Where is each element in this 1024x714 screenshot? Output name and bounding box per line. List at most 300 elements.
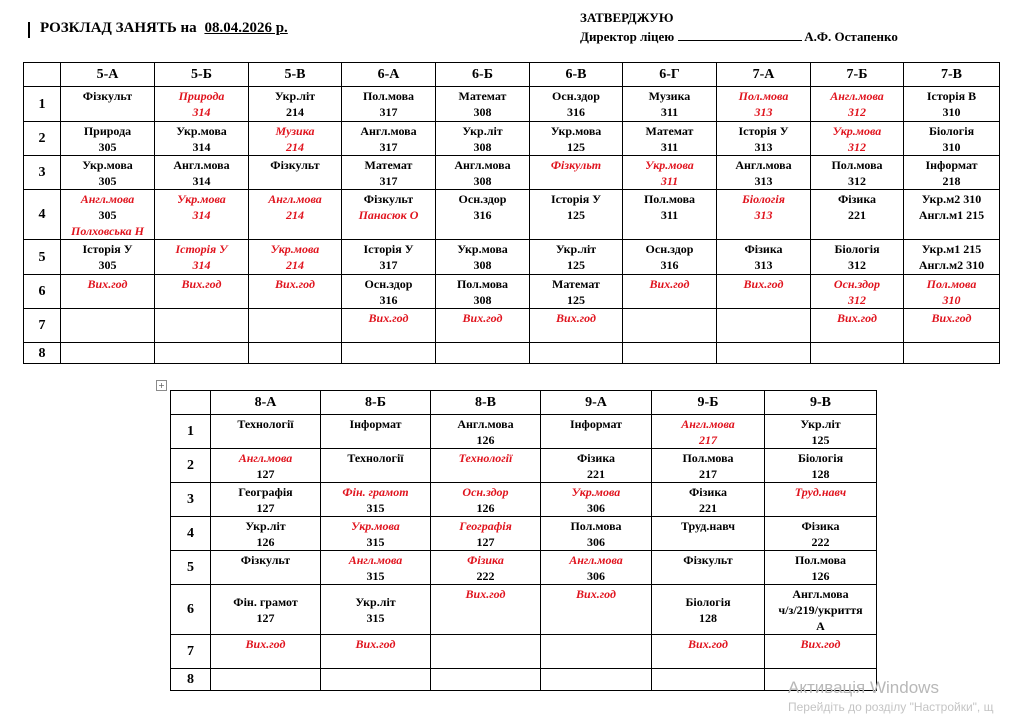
- subject-name: Англ.мова: [238, 451, 293, 465]
- lesson-cell[interactable]: [436, 275, 530, 309]
- lesson-cell[interactable]: [61, 122, 155, 156]
- director-name: А.Ф. Остапенко: [804, 29, 898, 44]
- lesson-cell[interactable]: [436, 343, 530, 364]
- lesson-number[interactable]: 1: [171, 415, 211, 449]
- lesson-cell[interactable]: [436, 122, 530, 156]
- corner-cell[interactable]: [171, 391, 211, 415]
- lesson-cell[interactable]: [652, 483, 765, 517]
- subject-name: Укр.мова: [351, 519, 400, 533]
- room-number: 313: [754, 174, 773, 188]
- lesson-cell[interactable]: [811, 275, 904, 309]
- lesson-cell[interactable]: [431, 415, 541, 449]
- lesson-number[interactable]: 1: [24, 87, 61, 122]
- lesson-cell[interactable]: [717, 190, 811, 240]
- lesson-cell[interactable]: [436, 240, 530, 275]
- lesson-cell[interactable]: [811, 122, 904, 156]
- subject-name: Пол.мова: [362, 89, 415, 103]
- subject-name: Біологія: [797, 451, 844, 465]
- lesson-cell[interactable]: [249, 156, 342, 190]
- subject-name: Осн.здор: [552, 89, 600, 103]
- lesson-cell[interactable]: [530, 122, 623, 156]
- subject-name: Пол.мова: [682, 451, 734, 465]
- subject-name: Англ.мова: [830, 89, 884, 103]
- subject-name: Історія У: [175, 242, 228, 256]
- subject-name: Укр.мова: [571, 485, 621, 499]
- room-number: 221: [699, 501, 717, 515]
- subject-name: Англ.мова: [360, 124, 417, 138]
- lesson-cell[interactable]: [61, 87, 155, 122]
- lesson-cell[interactable]: [541, 635, 652, 669]
- director-label: Директор ліцею: [580, 29, 675, 44]
- lesson-cell[interactable]: [811, 156, 904, 190]
- lesson-cell[interactable]: [717, 309, 811, 343]
- subject-name: Англ.мова: [735, 158, 792, 172]
- lesson-row: [171, 551, 877, 585]
- subject-name: Вих.год: [556, 311, 596, 325]
- room-number: 221: [848, 208, 866, 222]
- lesson-cell[interactable]: [904, 343, 1000, 364]
- lesson-cell[interactable]: [904, 122, 1000, 156]
- lesson-cell[interactable]: [811, 87, 904, 122]
- subject-name: Труд.навч: [794, 485, 847, 499]
- lesson-cell[interactable]: [249, 343, 342, 364]
- subject-name: Математ: [364, 158, 413, 172]
- lesson-cell[interactable]: [530, 343, 623, 364]
- lesson-cell[interactable]: [652, 669, 765, 691]
- room-number: 315: [366, 569, 385, 583]
- lesson-number[interactable]: 4: [24, 190, 61, 240]
- lesson-cell[interactable]: [436, 190, 530, 240]
- lesson-row: [24, 87, 1000, 122]
- room-number: 308: [473, 105, 492, 119]
- lesson-cell[interactable]: [904, 240, 1000, 275]
- lesson-cell[interactable]: [717, 122, 811, 156]
- lesson-row: [24, 309, 1000, 343]
- subject-name: Укр.мова: [82, 158, 133, 172]
- lesson-cell[interactable]: [765, 585, 877, 635]
- subject-name: Географія: [238, 485, 293, 499]
- lesson-cell[interactable]: [155, 190, 249, 240]
- class-header[interactable]: 5-В: [249, 63, 342, 87]
- subject-name: Вих.год: [931, 311, 972, 325]
- lesson-cell[interactable]: [811, 343, 904, 364]
- lesson-cell[interactable]: [530, 240, 623, 275]
- room-number: 310: [942, 293, 961, 307]
- lesson-cell[interactable]: [623, 190, 717, 240]
- lesson-cell[interactable]: [541, 585, 652, 635]
- room-number: 311: [660, 140, 679, 154]
- subject-name: Вих.год: [837, 311, 877, 325]
- lesson-cell[interactable]: [249, 240, 342, 275]
- subject-name: Вих.год: [576, 587, 616, 601]
- room-number: 311: [660, 208, 679, 222]
- room-number: 305: [98, 208, 117, 222]
- lesson-cell[interactable]: [61, 156, 155, 190]
- lesson-cell[interactable]: [652, 517, 765, 551]
- lesson-row: [171, 449, 877, 483]
- subject-name: Вих.год: [355, 637, 396, 651]
- subject-name: Укр.літ: [462, 124, 503, 138]
- class-header[interactable]: 6-Г: [623, 63, 717, 87]
- subject-name: Математ: [645, 124, 694, 138]
- lesson-number[interactable]: 4: [171, 517, 211, 551]
- lesson-cell[interactable]: [904, 275, 1000, 309]
- approve-title: ЗАТВЕРДЖУЮ: [580, 10, 674, 25]
- room-number: 313: [754, 140, 773, 154]
- subject-name: Англ.мова: [454, 158, 511, 172]
- subject-name: Математ: [458, 89, 507, 103]
- lesson-cell[interactable]: [342, 122, 436, 156]
- lesson-cell[interactable]: [436, 309, 530, 343]
- lesson-cell[interactable]: [717, 87, 811, 122]
- subject-name: Укр.літ: [355, 595, 396, 609]
- room-number: 125: [567, 140, 585, 154]
- subject-name: Природа: [178, 89, 225, 103]
- room-number: 314: [192, 258, 211, 272]
- lesson-cell[interactable]: [765, 551, 877, 585]
- subject-name: Інформат: [569, 417, 623, 431]
- room-number: 312: [848, 174, 866, 188]
- subject-name: Укр.мова: [176, 124, 227, 138]
- subject-name: Укр.мова: [457, 242, 508, 256]
- lesson-cell[interactable]: [717, 275, 811, 309]
- lesson-cell[interactable]: [904, 190, 1000, 240]
- lesson-cell[interactable]: [717, 240, 811, 275]
- lesson-cell[interactable]: [61, 275, 155, 309]
- text-cursor: [28, 22, 30, 38]
- subject-name: Англ.мова: [348, 553, 403, 567]
- subject-name: Укр.мова: [550, 124, 602, 138]
- room-number: 218: [942, 174, 961, 188]
- lesson-cell[interactable]: [342, 275, 436, 309]
- lesson-cell[interactable]: [249, 275, 342, 309]
- lesson-cell[interactable]: [904, 156, 1000, 190]
- room-number: 314: [192, 174, 211, 188]
- lesson-cell[interactable]: [155, 156, 249, 190]
- lesson-cell[interactable]: [765, 517, 877, 551]
- lesson-cell[interactable]: [61, 343, 155, 364]
- lesson-number[interactable]: 2: [24, 122, 61, 156]
- class-header[interactable]: 9-Б: [652, 391, 765, 415]
- lesson-number[interactable]: 5: [24, 240, 61, 275]
- lesson-cell[interactable]: [541, 669, 652, 691]
- subject-name: Біологія: [742, 192, 785, 206]
- lesson-cell[interactable]: [652, 415, 765, 449]
- room-number: 214: [286, 140, 304, 154]
- lesson-cell[interactable]: [211, 483, 321, 517]
- lesson-cell[interactable]: [652, 551, 765, 585]
- lesson-cell[interactable]: [321, 551, 431, 585]
- header-row: [24, 63, 1000, 87]
- lesson-row: [24, 240, 1000, 275]
- lesson-cell[interactable]: [541, 449, 652, 483]
- subject-name: Осн.здор: [462, 485, 509, 499]
- class-header[interactable]: 6-В: [530, 63, 623, 87]
- room-number: 314: [192, 105, 211, 119]
- lesson-cell[interactable]: [211, 517, 321, 551]
- lesson-cell[interactable]: [765, 635, 877, 669]
- lesson-cell[interactable]: [321, 483, 431, 517]
- subject-name: Укр.літ: [274, 89, 316, 103]
- subject-name: Вих.год: [743, 277, 784, 291]
- subject-name: Інформат: [925, 158, 978, 172]
- class-header[interactable]: 7-А: [717, 63, 811, 87]
- lesson-cell[interactable]: [342, 343, 436, 364]
- lesson-cell[interactable]: [249, 190, 342, 240]
- subject-name: Фізкульт: [270, 158, 320, 172]
- room-number: 312: [848, 105, 866, 119]
- room-number: 125: [811, 433, 830, 447]
- subject-name: Інформат: [349, 417, 402, 431]
- room-number: 217: [699, 467, 717, 481]
- subject-name: Історія В: [926, 89, 977, 103]
- subject-name: Вих.год: [275, 277, 315, 291]
- lesson-cell[interactable]: [155, 240, 249, 275]
- lesson-row: [171, 585, 877, 635]
- subject-name: Пол.мова: [831, 158, 883, 172]
- room-number: 126: [256, 535, 275, 549]
- subject-name: Англ.мова: [173, 158, 230, 172]
- lesson-cell[interactable]: [61, 190, 155, 240]
- subject-name: Вих.год: [465, 587, 506, 601]
- lesson-cell[interactable]: [155, 87, 249, 122]
- class-header[interactable]: 8-А: [211, 391, 321, 415]
- subject-name: Історія У: [738, 124, 789, 138]
- room-number: 214: [286, 208, 304, 222]
- subject-name: Пол.мова: [926, 277, 977, 291]
- subject-name: Вих.год: [688, 637, 728, 651]
- lesson-cell[interactable]: [530, 190, 623, 240]
- lesson-cell[interactable]: [623, 240, 717, 275]
- lesson-number[interactable]: 6: [171, 585, 211, 635]
- room-number: 126: [476, 433, 495, 447]
- room-number: 305: [98, 174, 117, 188]
- class-header[interactable]: 5-Б: [155, 63, 249, 87]
- class-header[interactable]: 9-В: [765, 391, 877, 415]
- lesson-cell[interactable]: [623, 122, 717, 156]
- lesson-cell[interactable]: [321, 449, 431, 483]
- windows-activation-hint: Перейдіть до розділу "Настройки", щ: [788, 700, 994, 714]
- lesson-cell[interactable]: [904, 309, 1000, 343]
- room-number: 317: [379, 174, 398, 188]
- lesson-number[interactable]: 8: [24, 343, 61, 364]
- room-number: 308: [473, 140, 492, 154]
- lesson-cell[interactable]: [811, 309, 904, 343]
- subject-name: Осн.здор: [364, 277, 413, 291]
- lesson-cell[interactable]: [431, 669, 541, 691]
- lesson-cell[interactable]: [436, 156, 530, 190]
- class-header[interactable]: 8-Б: [321, 391, 431, 415]
- subject-name: Укр.м2 310: [921, 192, 982, 206]
- subject-name: Географія: [459, 519, 512, 533]
- subject-name: Англ.мова: [268, 192, 322, 206]
- lesson-cell[interactable]: [342, 156, 436, 190]
- lesson-cell[interactable]: [155, 275, 249, 309]
- lesson-number[interactable]: 7: [24, 309, 61, 343]
- subject-name: Фізкульт: [683, 553, 733, 567]
- lesson-cell[interactable]: [431, 635, 541, 669]
- lesson-number[interactable]: 6: [24, 275, 61, 309]
- lesson-cell[interactable]: [652, 449, 765, 483]
- room-number: 314: [192, 208, 211, 222]
- lesson-cell[interactable]: [623, 87, 717, 122]
- room-number: 308: [473, 258, 492, 272]
- subject-name: Пол.мова: [794, 553, 847, 567]
- windows-activation-watermark: Активація Windows: [788, 678, 939, 697]
- lesson-cell[interactable]: [541, 483, 652, 517]
- class-header[interactable]: 6-А: [342, 63, 436, 87]
- room-number: 315: [366, 611, 385, 625]
- room-number: 316: [660, 258, 679, 272]
- subject-name: Біологія: [834, 242, 880, 256]
- room-number: 308: [473, 174, 492, 188]
- lesson-row: [24, 343, 1000, 364]
- lesson-cell[interactable]: [431, 551, 541, 585]
- class-header[interactable]: 9-А: [541, 391, 652, 415]
- room-number: 125: [567, 258, 585, 272]
- lesson-row: [171, 517, 877, 551]
- lesson-cell[interactable]: [623, 343, 717, 364]
- lesson-cell[interactable]: [765, 415, 877, 449]
- room-number: 313: [754, 208, 773, 222]
- lesson-cell[interactable]: [431, 483, 541, 517]
- lesson-cell[interactable]: [530, 309, 623, 343]
- lesson-cell[interactable]: [155, 343, 249, 364]
- lesson-cell[interactable]: [765, 483, 877, 517]
- lesson-number[interactable]: 2: [171, 449, 211, 483]
- subject-name: Фізика: [744, 242, 783, 256]
- lesson-cell[interactable]: [211, 415, 321, 449]
- room-number: 214: [286, 105, 304, 119]
- lesson-cell[interactable]: [155, 309, 249, 343]
- lesson-cell[interactable]: [431, 585, 541, 635]
- lesson-cell[interactable]: [342, 190, 436, 240]
- subject-name: Укр.мова: [832, 124, 882, 138]
- room-number: 316: [567, 105, 585, 119]
- lesson-cell[interactable]: [652, 585, 765, 635]
- lesson-cell[interactable]: [623, 156, 717, 190]
- lesson-cell[interactable]: [530, 87, 623, 122]
- lesson-cell[interactable]: [717, 156, 811, 190]
- lesson-cell[interactable]: [61, 240, 155, 275]
- lesson-cell[interactable]: [623, 275, 717, 309]
- room-number: 222: [476, 569, 495, 583]
- lesson-cell[interactable]: [530, 156, 623, 190]
- lesson-cell[interactable]: [249, 87, 342, 122]
- subject-name: Укр.літ: [245, 519, 286, 533]
- corner-cell[interactable]: [24, 63, 61, 87]
- lesson-cell[interactable]: [811, 190, 904, 240]
- lesson-cell[interactable]: [155, 122, 249, 156]
- lesson-cell[interactable]: [321, 517, 431, 551]
- lesson-cell[interactable]: [321, 415, 431, 449]
- room-number: 312: [848, 140, 866, 154]
- lesson-number[interactable]: 7: [171, 635, 211, 669]
- class-header[interactable]: 7-В: [904, 63, 1000, 87]
- room-number: ч/з/219/укриття: [778, 603, 863, 617]
- lesson-cell[interactable]: [431, 517, 541, 551]
- room-number: 306: [587, 535, 605, 549]
- lesson-cell[interactable]: [904, 87, 1000, 122]
- room-number: 315: [366, 501, 385, 515]
- class-header[interactable]: 5-А: [61, 63, 155, 87]
- lesson-cell[interactable]: [249, 122, 342, 156]
- room-number: 127: [256, 501, 275, 515]
- lesson-cell[interactable]: [211, 585, 321, 635]
- lesson-number[interactable]: 5: [171, 551, 211, 585]
- lesson-cell[interactable]: [652, 635, 765, 669]
- lesson-number[interactable]: 3: [171, 483, 211, 517]
- lesson-cell[interactable]: [717, 343, 811, 364]
- lesson-row: [171, 483, 877, 517]
- subject-name: Англ.мова: [569, 553, 623, 567]
- lesson-number[interactable]: 3: [24, 156, 61, 190]
- schedule-table-grades-5-7: [23, 62, 1000, 364]
- title-date: 08.04.2026 р.: [204, 20, 288, 36]
- lesson-cell[interactable]: [321, 635, 431, 669]
- lesson-number[interactable]: 8: [171, 669, 211, 691]
- lesson-cell[interactable]: [765, 449, 877, 483]
- subject-name: Вих.год: [649, 277, 690, 291]
- subject-name: Укр.мова: [177, 192, 226, 206]
- lesson-cell[interactable]: [436, 87, 530, 122]
- lesson-cell[interactable]: [811, 240, 904, 275]
- lesson-cell[interactable]: [541, 415, 652, 449]
- page-title: [40, 20, 288, 37]
- subject-name: Фізкульт: [82, 89, 133, 103]
- lesson-cell[interactable]: [342, 240, 436, 275]
- subject-name: Біологія: [928, 124, 975, 138]
- lesson-cell[interactable]: [211, 551, 321, 585]
- room-number: 312: [848, 293, 866, 307]
- table-move-handle-icon[interactable]: +: [156, 380, 167, 391]
- room-number: 311: [660, 174, 679, 188]
- subject-name: Англ.мова: [681, 417, 735, 431]
- class-header[interactable]: 7-Б: [811, 63, 904, 87]
- subject-name: Фін. грамот: [233, 595, 298, 609]
- subject-name: Природа: [83, 124, 132, 138]
- lesson-cell[interactable]: [431, 449, 541, 483]
- lesson-cell[interactable]: [342, 87, 436, 122]
- room-number: 127: [476, 535, 495, 549]
- subject-name: Історія У: [363, 242, 414, 256]
- lesson-cell[interactable]: [211, 449, 321, 483]
- room-number: 125: [567, 293, 585, 307]
- lesson-cell[interactable]: [541, 551, 652, 585]
- room-number: 316: [473, 208, 492, 222]
- lesson-cell[interactable]: [321, 585, 431, 635]
- subject-name: Технології: [237, 417, 294, 431]
- lesson-cell[interactable]: [61, 309, 155, 343]
- lesson-cell[interactable]: [211, 635, 321, 669]
- subject-name: Музика: [275, 124, 315, 138]
- lesson-row: [24, 156, 1000, 190]
- lesson-detail: Полховська Н: [70, 224, 145, 238]
- subject-name: Вих.год: [462, 311, 503, 325]
- room-number: 317: [379, 258, 398, 272]
- lesson-cell[interactable]: [530, 275, 623, 309]
- lesson-cell[interactable]: [321, 669, 431, 691]
- lesson-cell[interactable]: [249, 309, 342, 343]
- class-header[interactable]: 8-В: [431, 391, 541, 415]
- subject-name: Вих.год: [245, 637, 286, 651]
- lesson-cell[interactable]: [342, 309, 436, 343]
- subject-name: Укр.літ: [800, 417, 841, 431]
- lesson-cell[interactable]: [541, 517, 652, 551]
- lesson-cell[interactable]: [211, 669, 321, 691]
- lesson-cell[interactable]: [623, 309, 717, 343]
- class-header[interactable]: 6-Б: [436, 63, 530, 87]
